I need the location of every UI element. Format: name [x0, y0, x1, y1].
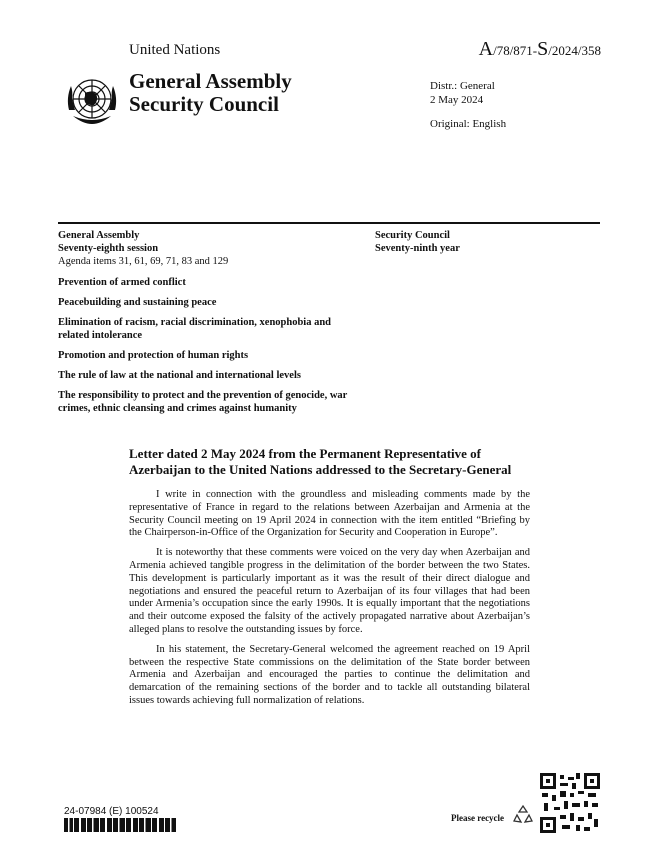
- recycle-text: Please recycle: [451, 813, 505, 823]
- sc-title: Security Council: [375, 230, 450, 241]
- bodies-title: [129, 70, 292, 116]
- bodies-line-1: General Assembly: [129, 69, 292, 93]
- ga-agenda: Agenda items 31, 61, 69, 71, 83 and 129: [58, 256, 229, 267]
- paragraph: In his statement, the Secretary-General welcomed the agreement reached on 19 April between the respective State commissions on the delimitation of the State border between Armenia and Azerbaijan and encouraged the parties to continue the delimitation and demarcation of the remaining sections of the border and to tackle all outstanding bilateral issues towards achieving full normalization of relations.: [129, 643, 530, 706]
- original-language: Original: English: [430, 118, 507, 130]
- symbol-mid: /78/871-: [493, 43, 538, 58]
- ga-title: General Assembly: [58, 230, 140, 241]
- topic-item: Elimination of racism, racial discrimination, xenophobia and related intolerance: [58, 317, 332, 341]
- symbol-a: A: [478, 38, 494, 60]
- un-emblem-icon: [63, 70, 121, 128]
- symbol-s: S: [537, 38, 549, 60]
- letter-title: Letter dated 2 May 2024 from the Permanent Representative of Azerbaijan to the United Nations addressed to the Secretary-General: [129, 446, 512, 477]
- document-number: 24-07984 (E) 100524: [64, 806, 159, 817]
- letter-body: [129, 489, 530, 715]
- topic-item: The responsibility to protect and the prevention of genocide, war crimes, ethnic cleansing and crimes against humanity: [58, 390, 348, 414]
- organization-name: United Nations: [129, 42, 221, 58]
- topic-item: Peacebuilding and sustaining peace: [58, 297, 217, 308]
- paragraph: I write in connection with the groundless and misleading comments made by the representative of France in regard to the relations between Azerbaijan and Armenia at the Security Council meeting on 19 April 2024 in connection with the item entitled “Briefing by the Chairperson-in-Office of the Organization for Security and Cooperation in Europe”.: [129, 489, 530, 539]
- qr-code-icon: [540, 773, 600, 833]
- recycle-icon: [512, 803, 534, 825]
- topic-item: The rule of law at the national and international levels: [58, 370, 301, 381]
- sc-year: Seventy-ninth year: [375, 243, 460, 254]
- ga-session: Seventy-eighth session: [58, 243, 159, 254]
- topic-item: Promotion and protection of human rights: [58, 350, 249, 361]
- header-rule: [58, 222, 600, 224]
- distribution: Distr.: General: [430, 80, 495, 92]
- topic-item: Prevention of armed conflict: [58, 277, 186, 288]
- symbol-end: /2024/358: [548, 43, 601, 58]
- document-symbol: [479, 38, 601, 61]
- sc-session-block: [375, 229, 460, 255]
- paragraph: It is noteworthy that these comments were voiced on the very day when Azerbaijan and Armenia achieved tangible progress in the delimitation of the border between the two States. This development is particularly important as it was the result of their direct dialogue and negotiations and ensured the peaceful return to Azerbaijan of its four villages that had been under Armenia’s occupation since the early 1990s. It is equally important that the negotiations and their outcome exposed the falsity of the actively propagated narrative about Azerbaijan’s alleged plans to resolve the outstanding issues by force.: [129, 547, 530, 635]
- issue-date: 2 May 2024: [430, 94, 484, 106]
- bodies-line-2: Security Council: [129, 92, 279, 116]
- distribution-info: [430, 79, 495, 107]
- ga-session-block: [58, 229, 228, 268]
- agenda-topics: [58, 276, 358, 422]
- barcode-icon: [64, 818, 176, 832]
